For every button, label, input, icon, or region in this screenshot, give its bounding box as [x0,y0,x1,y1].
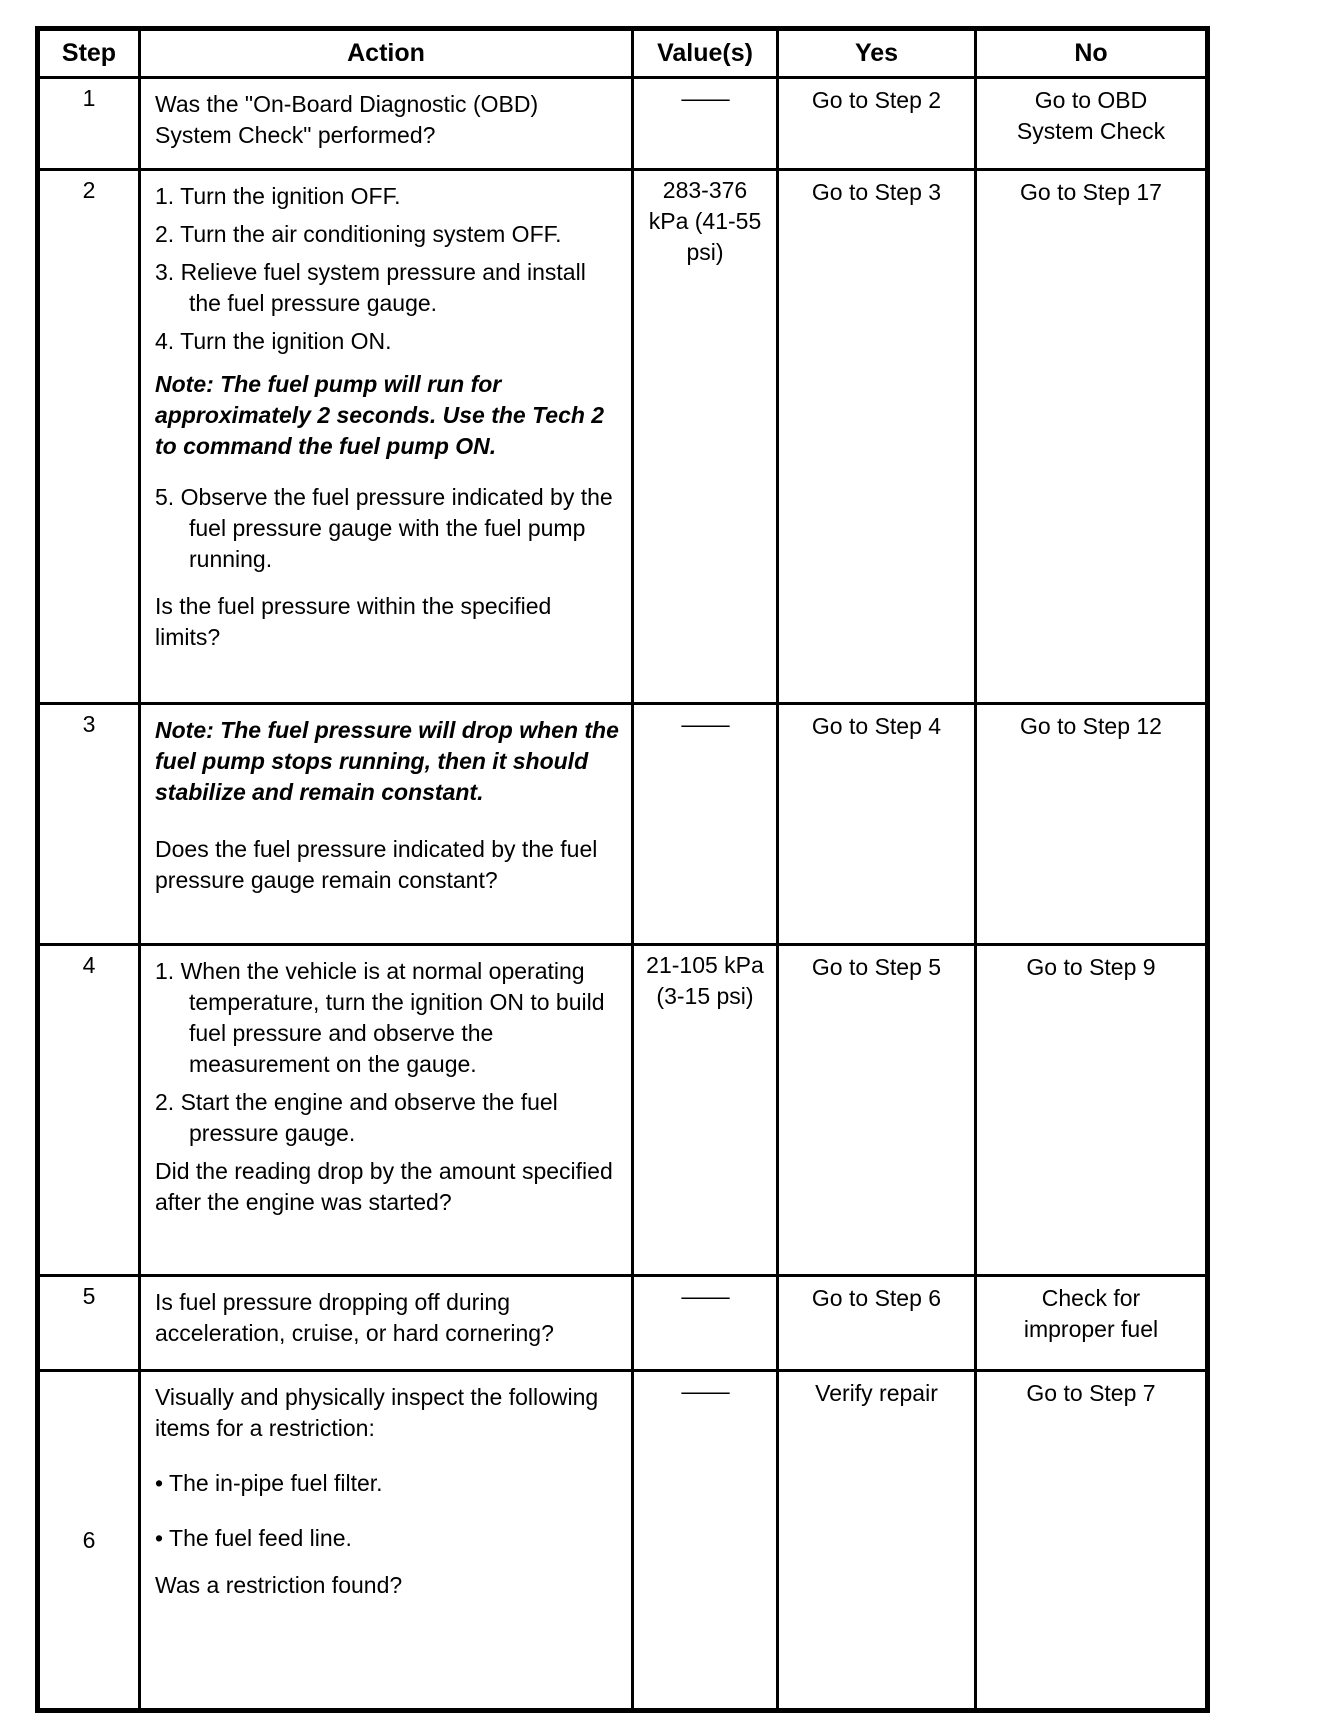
yes-text: Go to Step 4 [811,713,942,739]
diagnostic-table-wrap [35,26,1210,1713]
no-cell [976,704,1208,945]
action-step-item: 1. Turn the ignition OFF. [155,183,401,209]
action-step-item: 5. Observe the fuel pressure indicated by the fuel pressure gauge with the fuel pump running. [155,484,613,572]
step-number: 3 [38,704,140,945]
action-question: Is the fuel pressure within the specified limits? [155,593,552,650]
yes-cell [778,945,976,1276]
action-bullet-item: • The fuel feed line. [155,1525,352,1551]
no-cell [976,170,1208,704]
fuel-system-diagnosis-table [35,26,1210,1713]
step-number: 2 [38,170,140,704]
values-cell [633,704,778,945]
yes-cell [778,704,976,945]
yes-text: Go to Step 2 [811,87,942,113]
action-step-item: 2. Turn the air conditioning system OFF. [155,221,562,247]
no-cell [976,1276,1208,1371]
yes-text: Go to Step 6 [811,1285,942,1311]
step-number: 4 [38,945,140,1276]
no-value-dash: — [680,711,730,737]
step-number: 1 [38,78,140,170]
action-cell [140,1371,633,1711]
step-number: 5 [38,1276,140,1371]
no-value-dash: — [680,1378,730,1404]
yes-text: Go to Step 5 [811,954,942,980]
values-cell [633,1276,778,1371]
action-question: Does the fuel pressure indicated by the fuel pressure gauge remain constant? [155,836,598,893]
table-row-step-5 [38,1276,1208,1371]
step-number: 6 [38,1371,140,1711]
values-cell [633,1371,778,1711]
action-text: Was the "On-Board Diagnostic (OBD) System Check" performed? [155,91,539,148]
action-cell [140,704,633,945]
no-text: Go to Step 7 [1026,1380,1156,1406]
table-row-step-6 [38,1371,1208,1711]
action-cell [140,170,633,704]
header-row [38,29,1208,78]
action-bullet-item: • The in-pipe fuel filter. [155,1470,383,1496]
action-question: Is fuel pressure dropping off during acceleration, cruise, or hard cornering? [155,1289,554,1346]
action-step-item: 1. When the vehicle is at normal operating temperature, turn the ignition ON to build fuel pressure and observe the measurement on the gauge. [155,958,605,1077]
action-step-item: 3. Relieve fuel system pressure and install the fuel pressure gauge. [155,259,586,316]
table-row-step-2 [38,170,1208,704]
no-text: Check for improper fuel [1023,1285,1159,1342]
no-text: Go to Step 12 [1020,713,1162,739]
no-cell [976,945,1208,1276]
action-question: Did the reading drop by the amount specified after the engine was started? [155,1158,613,1215]
action-note: Note: The fuel pump will run for approximately 2 seconds. Use the Tech 2 to command the fuel pump ON. [155,371,605,459]
table-row-step-4 [38,945,1208,1276]
action-step-item: 4. Turn the ignition ON. [155,328,392,354]
no-text: Go to Step 9 [1026,954,1156,980]
no-text: Go to OBD System Check [1016,87,1166,144]
action-step-item: 2. Start the engine and observe the fuel pressure gauge. [155,1089,558,1146]
col-header-action: Action [140,29,633,78]
values-cell: 283-376 kPa (41-55 psi) [633,170,778,704]
yes-text: Go to Step 3 [811,179,942,205]
action-text: Visually and physically inspect the following items for a restriction: [155,1384,599,1441]
col-header-no: No [976,29,1208,78]
col-header-values: Value(s) [633,29,778,78]
no-cell [976,78,1208,170]
yes-cell [778,1371,976,1711]
yes-cell [778,78,976,170]
action-question: Was a restriction found? [155,1572,403,1598]
values-cell: 21-105 kPa (3-15 psi) [633,945,778,1276]
table-row-step-1 [38,78,1208,170]
action-cell [140,1276,633,1371]
action-cell [140,945,633,1276]
no-cell [976,1371,1208,1711]
values-cell [633,78,778,170]
action-cell [140,78,633,170]
no-value-dash: — [680,1283,730,1309]
yes-cell [778,1276,976,1371]
action-note: Note: The fuel pressure will drop when the fuel pump stops running, then it should stabilize and remain constant. [155,717,619,805]
col-header-step: Step [38,29,140,78]
no-value-dash: — [680,85,730,111]
col-header-yes: Yes [778,29,976,78]
yes-cell [778,170,976,704]
no-text: Go to Step 17 [1020,179,1162,205]
yes-text: Verify repair [815,1380,938,1406]
table-row-step-3 [38,704,1208,945]
